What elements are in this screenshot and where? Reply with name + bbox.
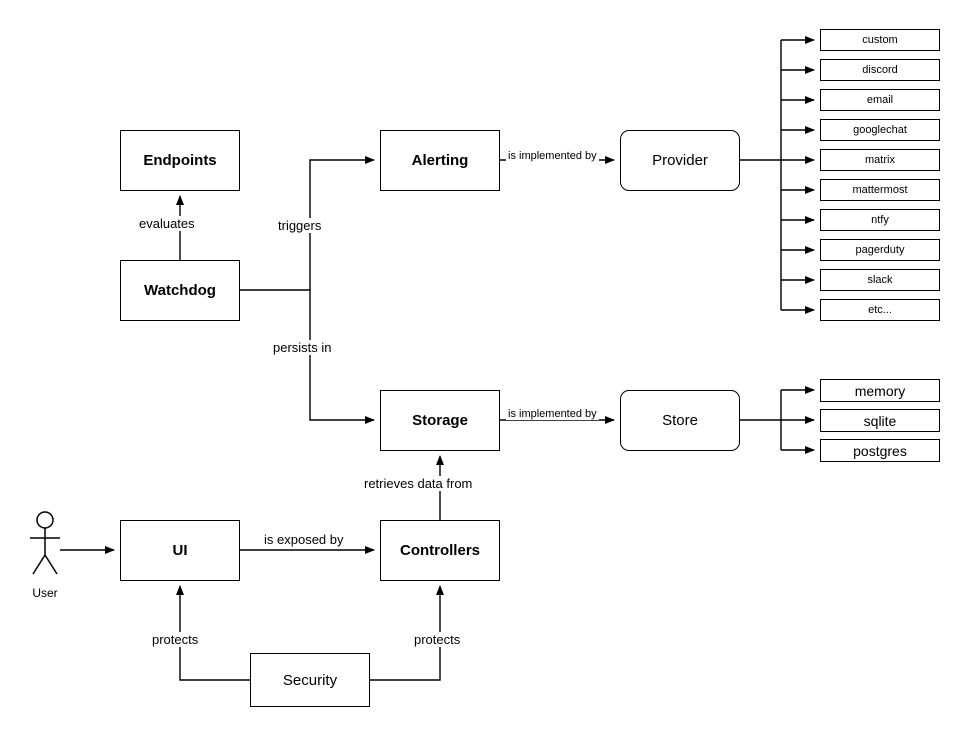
- edge-label-persists-in: persists in: [273, 340, 332, 355]
- node-controllers[interactable]: Controllers: [380, 520, 500, 581]
- node-security[interactable]: Security: [250, 653, 370, 707]
- node-store[interactable]: Store: [620, 390, 740, 451]
- provider-googlechat[interactable]: googlechat: [820, 119, 940, 141]
- provider-matrix[interactable]: matrix: [820, 149, 940, 171]
- provider-pagerduty[interactable]: pagerduty: [820, 239, 940, 261]
- provider-ntfy[interactable]: ntfy: [820, 209, 940, 231]
- edge-label-evaluates: evaluates: [139, 216, 195, 231]
- node-alerting[interactable]: Alerting: [380, 130, 500, 191]
- edge-label-triggers: triggers: [278, 218, 322, 233]
- edge-label-protects-controllers: protects: [414, 632, 461, 647]
- edge-label-storage-store: is implemented by: [508, 408, 597, 420]
- node-watchdog[interactable]: Watchdog: [120, 260, 240, 321]
- node-endpoints[interactable]: Endpoints: [120, 130, 240, 191]
- node-ui[interactable]: UI: [120, 520, 240, 581]
- provider-slack[interactable]: slack: [820, 269, 940, 291]
- store-postgres[interactable]: postgres: [820, 439, 940, 462]
- store-memory[interactable]: memory: [820, 379, 940, 402]
- node-storage[interactable]: Storage: [380, 390, 500, 451]
- provider-custom[interactable]: custom: [820, 29, 940, 51]
- provider-discord[interactable]: discord: [820, 59, 940, 81]
- user-actor-label: User: [32, 586, 58, 600]
- provider-etc[interactable]: etc...: [820, 299, 940, 321]
- edge-label-is-exposed-by: is exposed by: [264, 532, 344, 547]
- node-provider[interactable]: Provider: [620, 130, 740, 191]
- user-actor-icon: [22, 510, 68, 580]
- provider-mattermost[interactable]: mattermost: [820, 179, 940, 201]
- provider-email[interactable]: email: [820, 89, 940, 111]
- edge-label-protects-ui: protects: [152, 632, 199, 647]
- edge-label-retrieves-data-from: retrieves data from: [364, 476, 473, 491]
- store-sqlite[interactable]: sqlite: [820, 409, 940, 432]
- edge-label-alerting-provider: is implemented by: [508, 150, 597, 162]
